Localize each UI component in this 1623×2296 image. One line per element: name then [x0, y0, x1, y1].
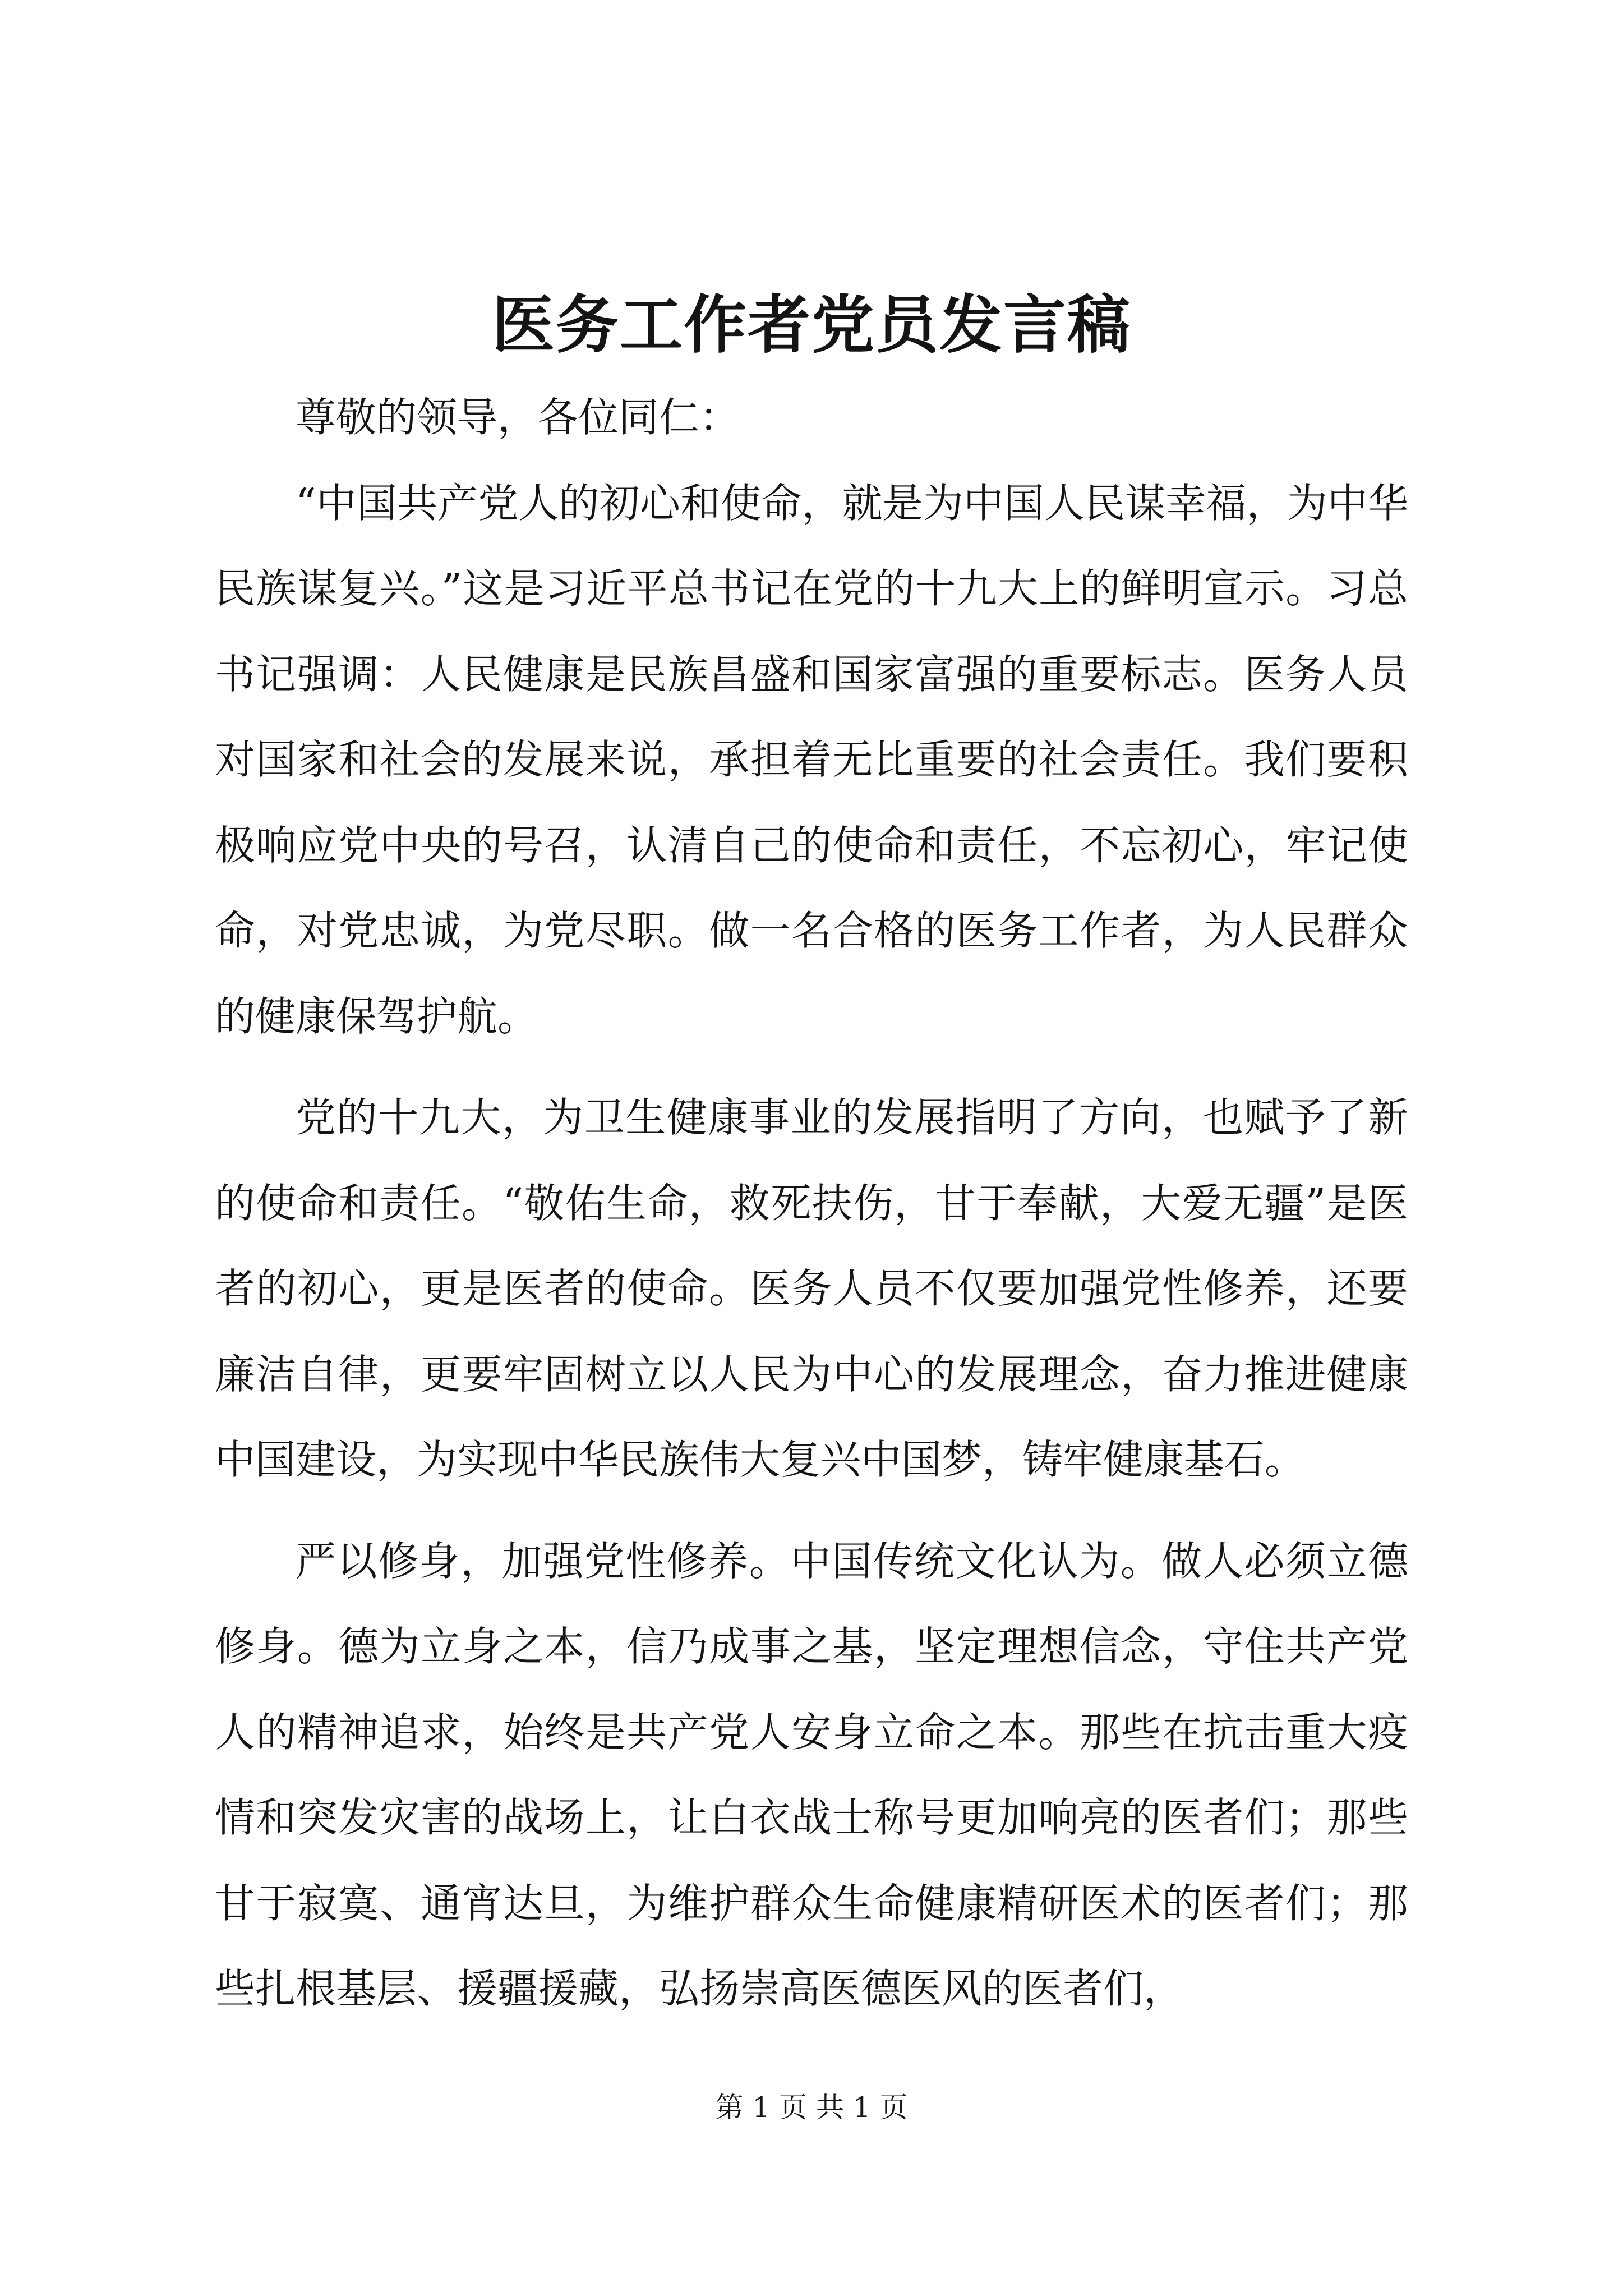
body-paragraph: “中国共产党人的初心和使命，就是为中国人民谋幸福，为中华民族谋复兴。”这是习近平总书记在党的十九大上的鲜明宣示。习总书记强调：人民健康是民族昌盛和国家富强的重要标志。医务人员对国家和社会的发展来说，承担着无比重要的社会责任。我们要积极响应党中央的号召，认清自己的使命和责任，不忘初心，牢记使命，对党忠诚，为党尽职。做一名合格的医务工作者，为人民群众的健康保驾护航。 — [215, 479, 1408, 1040]
page-number-footer: 第 1 页 共 1 页 — [715, 2091, 908, 2124]
salutation-paragraph: 尊敬的领导，各位同仁： — [296, 394, 740, 441]
body-paragraph: 严以修身，加强党性修养。中国传统文化认为。做人必须立德修身。德为立身之本，信乃成事之基，坚定理想信念，守住共产党人的精神追求，始终是共产党人安身立命之本。那些在抗击重大疫情和突发灾害的战场上，让白衣战士称号更加响亮的医者们；那些甘于寂寞、通宵达旦，为维护群众生命健康精研医术的医者们；那些扎根基层、援疆援藏，弘扬崇高医德医风的医者们， — [215, 1537, 1408, 2012]
document-body — [215, 375, 1408, 2032]
body-paragraph: 党的十九大，为卫生健康事业的发展指明了方向，也赋予了新的使命和责任。“敬佑生命，救死扶伤，甘于奉献，大爱无疆”是医者的初心，更是医者的使命。医务人员不仅要加强党性修养，还要廉洁自律，更要牢固树立以人民为中心的发展理念，奋力推进健康中国建设，为实现中华民族伟大复兴中国梦，铸牢健康基石。 — [215, 1094, 1408, 1483]
document-title: 医务工作者党员发言稿 — [492, 288, 1131, 362]
